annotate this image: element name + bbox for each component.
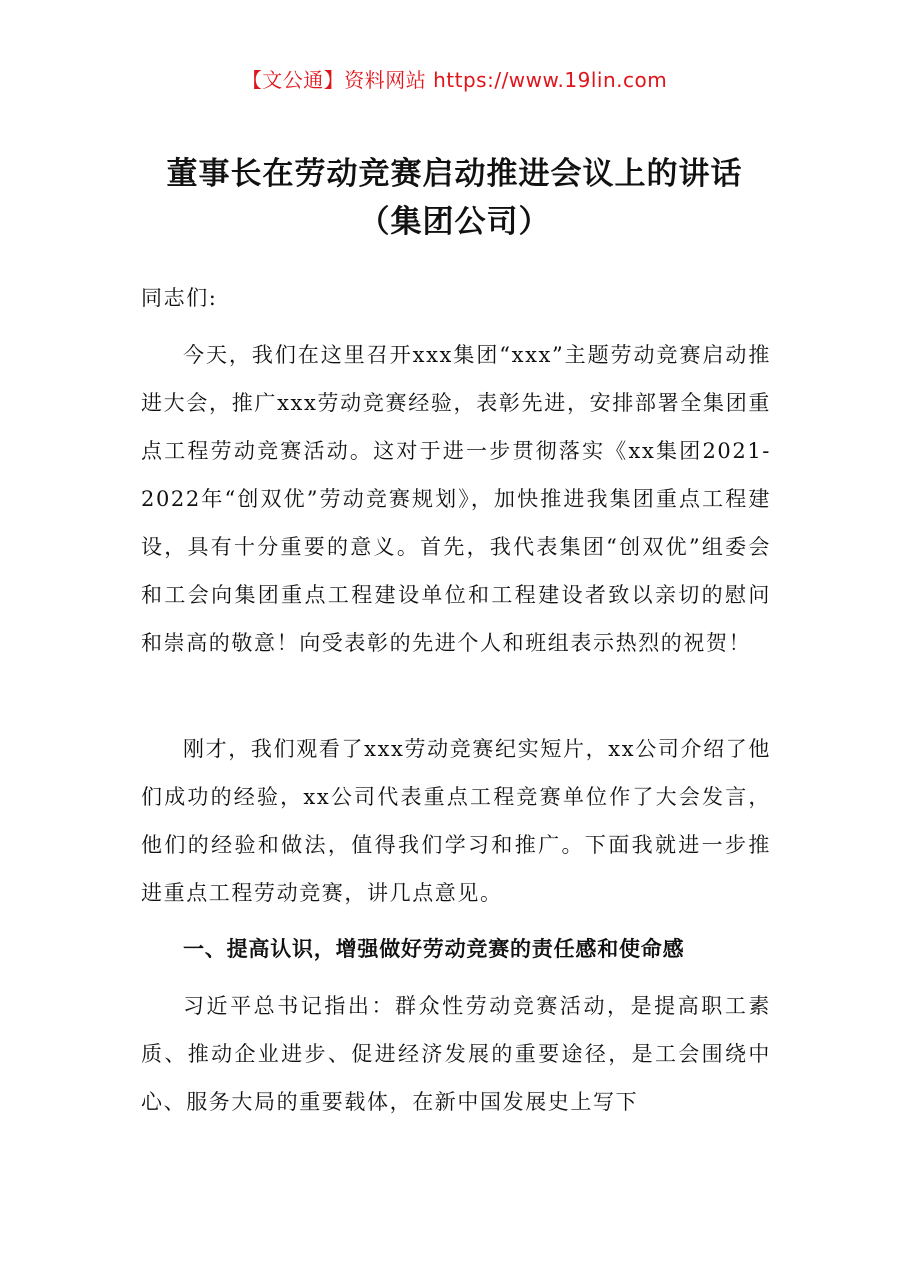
page-subtitle: （集团公司） [358,204,551,240]
paragraph-text: 习近平总书记指出：群众性劳动竞赛活动，是提高职工素质、推动企业进步、促进经济发展的重要途径，是工会围绕中心、服务大局的重要载体，在新中国发展史上写下 [141,994,771,1114]
page-title: 董事长在劳动竞赛启动推进会议上的讲话 [166,156,743,192]
section-heading-1: 一、提高认识，增强做好劳动竞赛的责任感和使命感 [183,937,685,961]
source-banner: 【文公通】资料网站 https://www.19lin.com [241,68,668,92]
body-paragraph-3 [141,982,771,1126]
body-paragraph-1 [141,331,771,667]
body-paragraph-2 [141,725,771,917]
paragraph-text: 刚才，我们观看了xxx劳动竞赛纪实短片，xx公司介绍了他们成功的经验，xx公司代表重点工程竞赛单位作了大会发言，他们的经验和做法，值得我们学习和推广。下面我就进一步推进重点工程劳动竞赛，讲几点意见。 [141,737,771,905]
paragraph-text: 今天，我们在这里召开xxx集团“xxx”主题劳动竞赛启动推进大会，推广xxx劳动竞赛经验，表彰先进，安排部署全集团重点工程劳动竞赛活动。这对于进一步贯彻落实《xx集团2021-2022年“创双优”劳动竞赛规划》，加快推进我集团重点工程建设，具有十分重要的意义。首先，我代表集团“创双优”组委会和工会向集团重点工程建设单位和工程建设者致以亲切的慰问和崇高的敬意！向受表彰的先进个人和班组表示热烈的祝贺！ [141,343,771,655]
salutation: 同志们: [141,286,218,310]
